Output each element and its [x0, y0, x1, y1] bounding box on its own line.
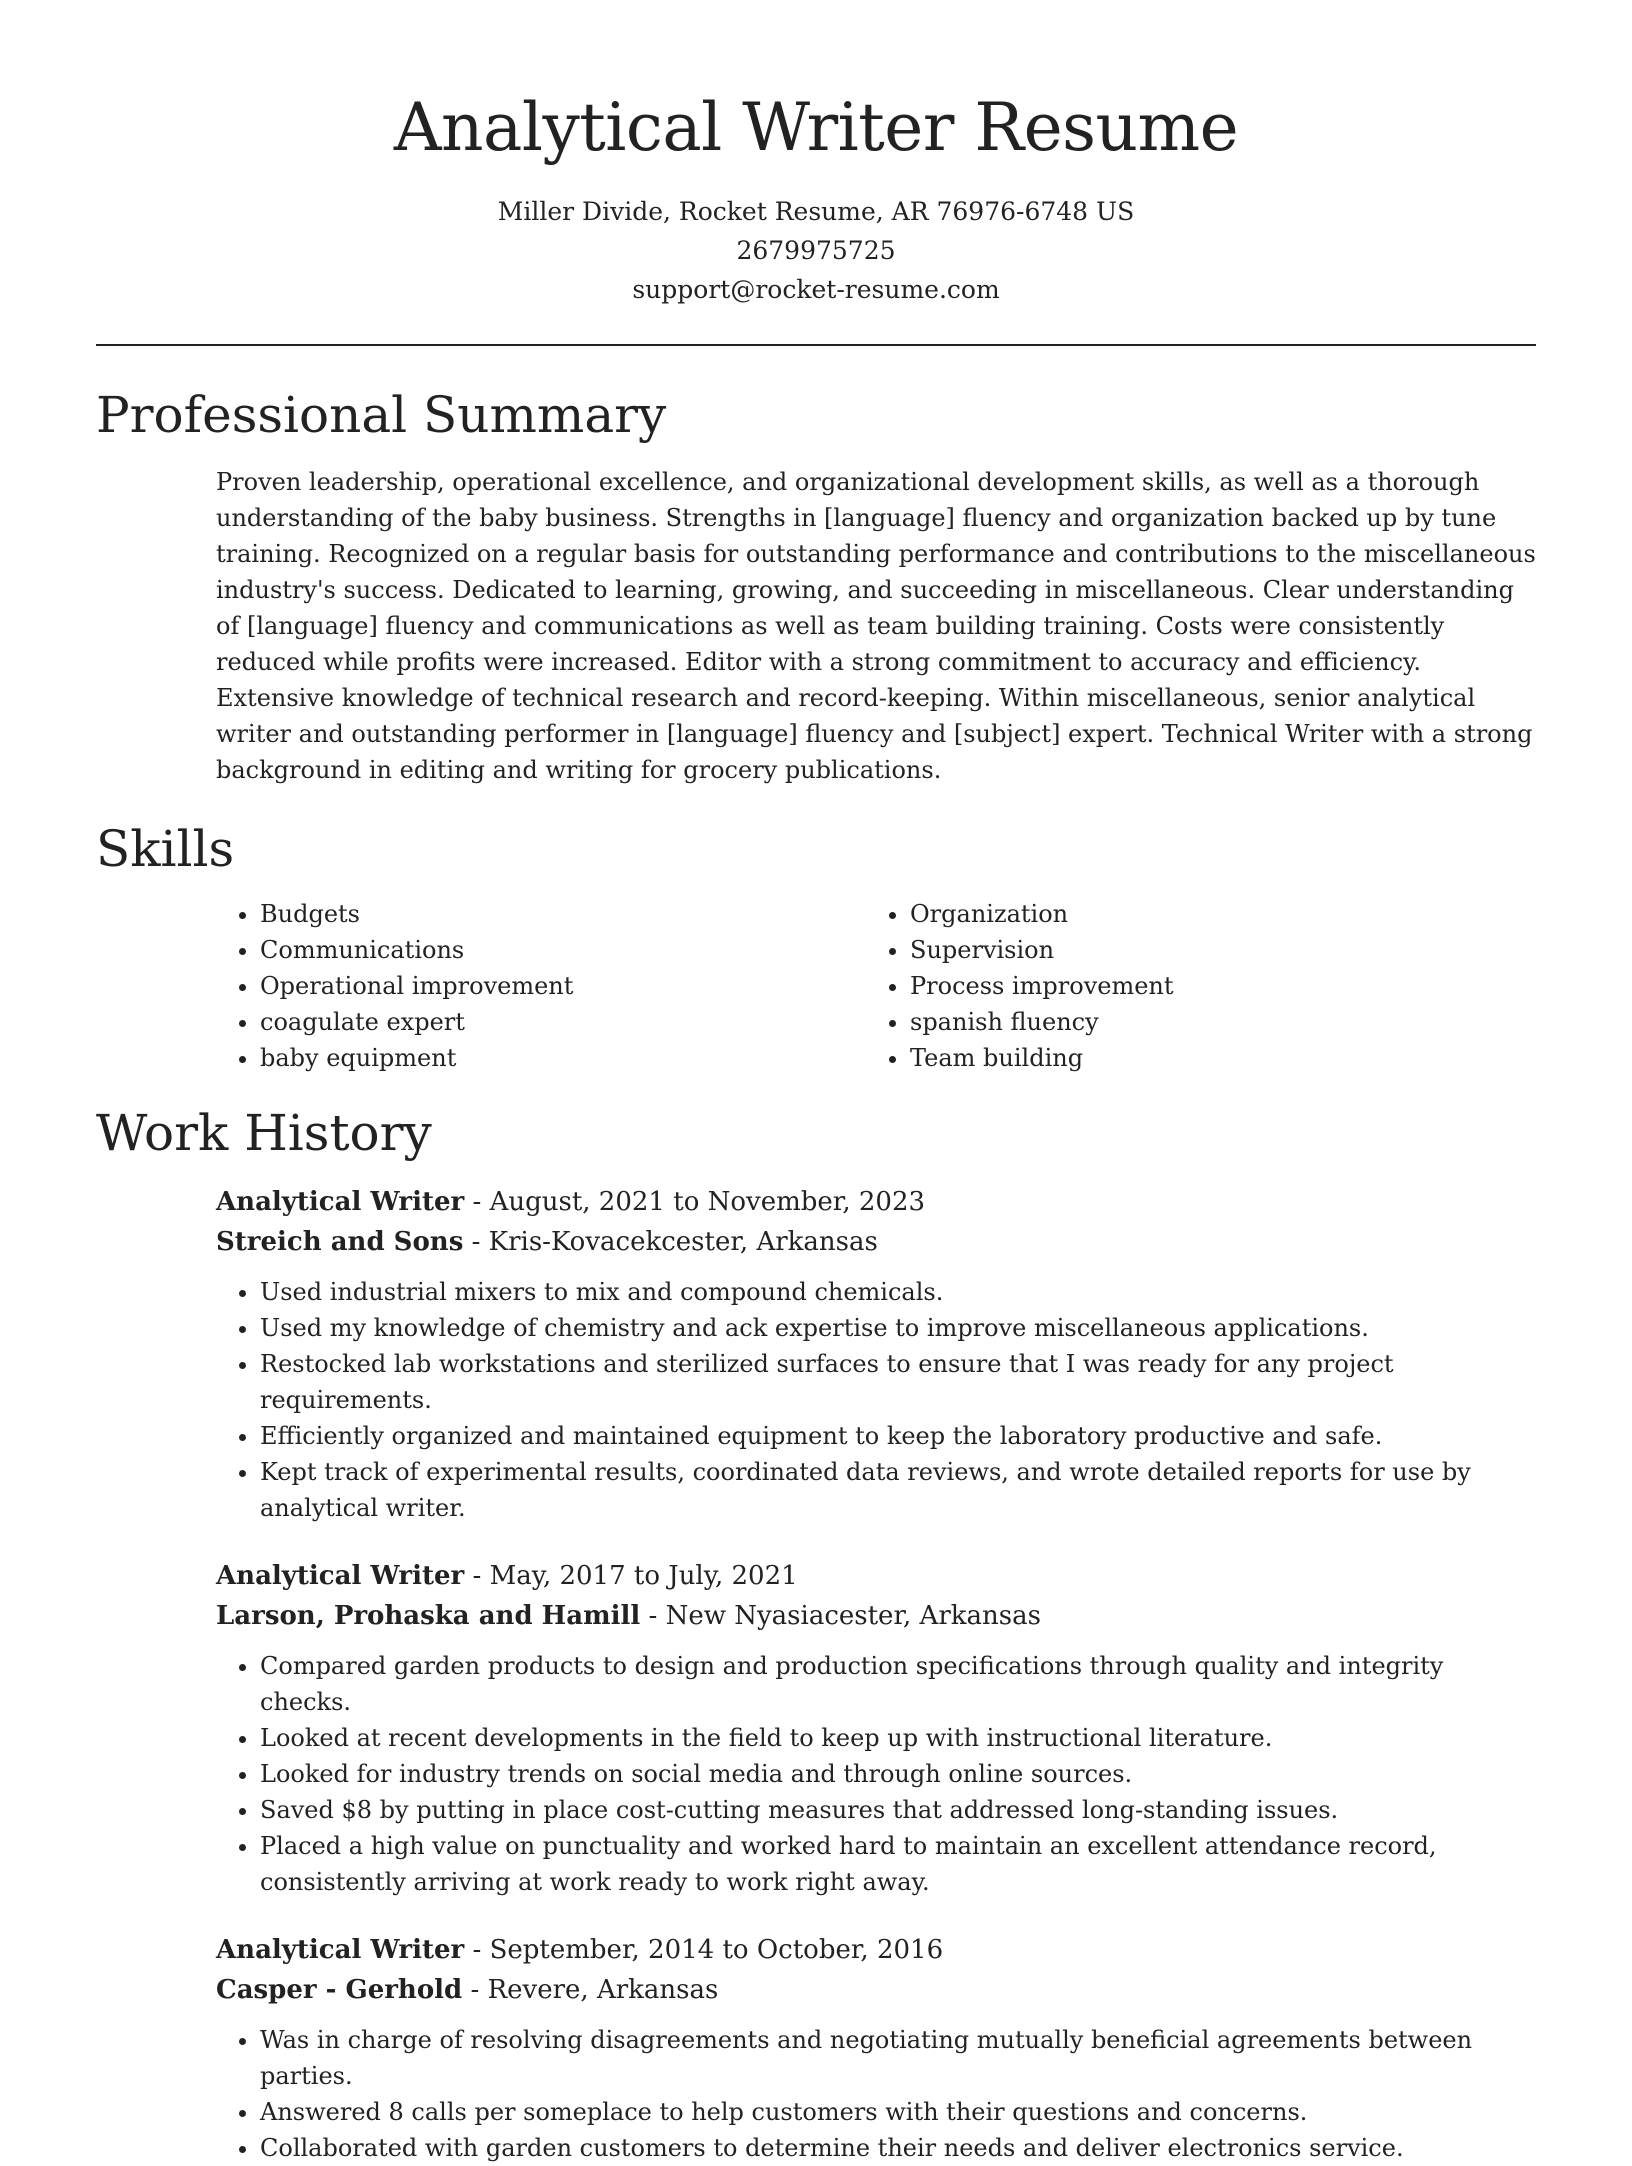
job-title: Analytical Writer — [216, 1187, 465, 1217]
job-bullet: • Efficiently organized and maintained equipment to keep the laboratory productive and safe. — [260, 1418, 1536, 1454]
job-bullet: • Compared garden products to design and production specifications through quality and integrity checks. — [260, 1648, 1536, 1720]
job-title-line — [216, 1930, 1536, 1970]
professional-summary-section — [96, 380, 1536, 788]
job-company-line — [216, 1596, 1536, 1636]
job-dates: - September, 2014 to October, 2016 — [464, 1935, 944, 1965]
job-location: - Kris-Kovacekcester, Arkansas — [463, 1227, 878, 1257]
skill-item: • Operational improvement — [260, 968, 866, 1004]
job-entry — [216, 1182, 1536, 1526]
contact-email: support@rocket-resume.com — [632, 275, 1000, 304]
contact-phone: 2679975725 — [736, 236, 896, 265]
job-title: Analytical Writer — [216, 1561, 465, 1591]
work-history-heading: Work History — [96, 1104, 432, 1162]
skill-item: • Communications — [260, 932, 866, 968]
job-bullet: • Saved $8 by putting in place cost-cutting measures that addressed long-standing issues. — [260, 1792, 1536, 1828]
header-divider — [96, 344, 1536, 346]
resume-page — [96, 0, 1536, 2166]
job-company: Larson, Prohaska and Hamill — [216, 1601, 641, 1631]
contact-address: Miller Divide, Rocket Resume, AR 76976-6748 US — [497, 197, 1135, 226]
job-bullet: • Used industrial mixers to mix and compound chemicals. — [260, 1274, 1536, 1310]
job-bullet: • Looked at recent developments in the field to keep up with instructional literature. — [260, 1720, 1536, 1756]
skills-heading: Skills — [96, 820, 235, 878]
skills-column-left — [216, 896, 866, 1076]
work-history-section — [96, 1098, 1536, 2166]
job-bullets — [216, 1648, 1536, 1900]
job-bullet: • Used my knowledge of chemistry and ack expertise to improve miscellaneous applications. — [260, 1310, 1536, 1346]
job-bullet: • Was in charge of resolving disagreements and negotiating mutually beneficial agreements between parties. — [260, 2022, 1536, 2094]
job-bullet: • Answered 8 calls per someplace to help customers with their questions and concerns. — [260, 2094, 1536, 2130]
job-entry — [216, 1556, 1536, 1900]
resume-header — [96, 0, 1536, 309]
job-company-line — [216, 1222, 1536, 1262]
skills-column-right — [866, 896, 1516, 1076]
job-title: Analytical Writer — [216, 1935, 465, 1965]
skill-item: • spanish fluency — [910, 1004, 1516, 1040]
skill-item: • Process improvement — [910, 968, 1516, 1004]
skill-item: • Organization — [910, 896, 1516, 932]
summary-text: Proven leadership, operational excellence, and organizational development skills, as well as a thorough understanding of the baby business. Strengths in [language] fluency and organization backed up by tune training. Recognized on a regular basis for outstanding performance and contributions to the miscellaneous industry's success. Dedicated to learning, growing, and succeeding in miscellaneous. Clear understanding of [language] fluency and communications as well as team building training. Costs were consistently reduced while profits were increased. Editor with a strong commitment to accuracy and efficiency. Extensive knowledge of technical research and record-keeping. Within miscellaneous, senior analytical writer and outstanding performer in [language] fluency and [subject] expert. Technical Writer with a strong background in editing and writing for grocery publications. — [216, 468, 1536, 784]
job-title-line — [216, 1182, 1536, 1222]
job-bullet: • Restocked lab workstations and sterilized surfaces to ensure that I was ready for any project requirements. — [260, 1346, 1536, 1418]
job-bullets — [216, 2022, 1536, 2166]
job-bullet: • Looked for industry trends on social media and through online sources. — [260, 1756, 1536, 1792]
skills-section — [96, 814, 1536, 1076]
job-company: Streich and Sons — [216, 1227, 464, 1257]
skill-item: • Team building — [910, 1040, 1516, 1076]
skills-grid — [216, 896, 1536, 1076]
skill-item: • Supervision — [910, 932, 1516, 968]
job-entry — [216, 1930, 1536, 2166]
job-company-line — [216, 1970, 1536, 2010]
job-bullet: • Placed a high value on punctuality and worked hard to maintain an excellent attendance record, consistently arriving at work ready to work right away. — [260, 1828, 1536, 1900]
job-title-line — [216, 1556, 1536, 1596]
job-location: - Revere, Arkansas — [462, 1975, 719, 2005]
job-bullet: • Collaborated with garden customers to determine their needs and deliver electronics service. — [260, 2130, 1536, 2166]
skill-item: • coagulate expert — [260, 1004, 866, 1040]
job-location: - New Nyasiacester, Arkansas — [640, 1601, 1041, 1631]
job-company: Casper - Gerhold — [216, 1975, 463, 2005]
job-bullet: • Kept track of experimental results, coordinated data reviews, and wrote detailed reports for use by analytical writer. — [260, 1454, 1536, 1526]
job-bullets — [216, 1274, 1536, 1526]
summary-heading: Professional Summary — [96, 386, 667, 444]
job-dates: - August, 2021 to November, 2023 — [464, 1187, 926, 1217]
skill-item: • Budgets — [260, 896, 866, 932]
contact-info — [96, 192, 1536, 309]
job-dates: - May, 2017 to July, 2021 — [464, 1561, 798, 1591]
resume-title: Analytical Writer Resume — [393, 89, 1239, 166]
skill-item: • baby equipment — [260, 1040, 866, 1076]
